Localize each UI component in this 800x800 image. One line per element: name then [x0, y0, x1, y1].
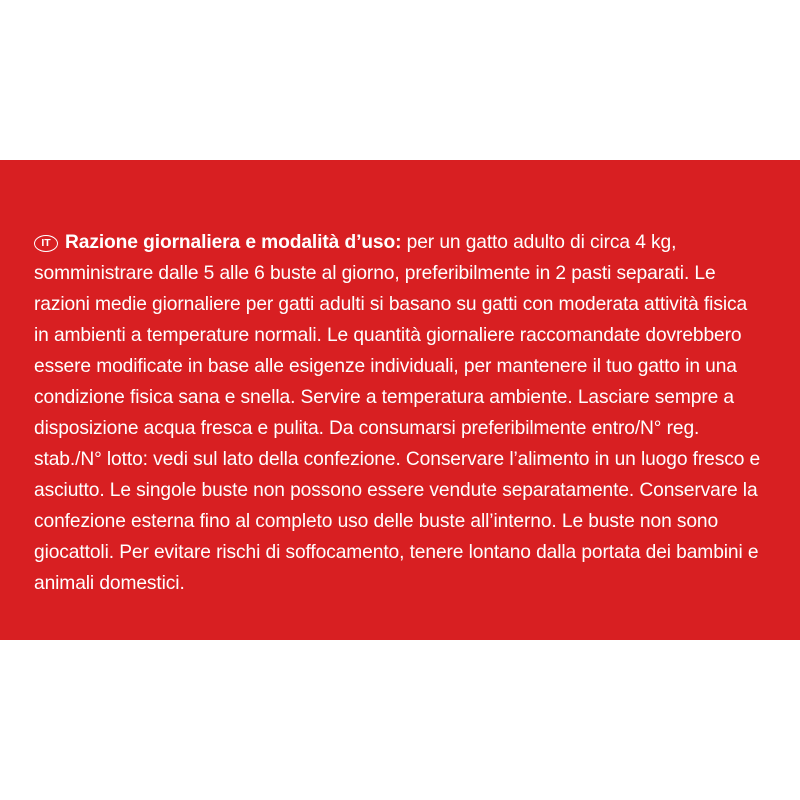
feeding-instructions-headline: Razione giornaliera e modalità d’uso: [65, 232, 402, 254]
feeding-instructions-body: per un gatto adulto di circa 4 kg, somministrare dalle 5 alle 6 buste al giorno, preferibilmente in 2 pasti separati. Le razioni medie giornaliere per gatti adulti si basano su gatti con moderata attività fisica in ambienti a temperature normali. Le quantità giornaliere raccomandate dovrebbero essere modificate in base alle esigenze individuali, per mantenere il tuo gatto in una condizione fisica sana e snella. Servire a temperatura ambiente. Lasciare sempre a disposizione acqua fresca e pulita. Da consumarsi preferibilmente entro/N° reg. stab./N° lotto: vedi sul lato della confezione. Conservare l’alimento in un luogo fresco e asciutto. Le singole buste non possono essere vendute separatamente. Conservare la confezione esterna fino al completo uso delle buste all’interno. Le buste non sono giocattoli. Per evitare rischi di soffocamento, tenere lontano dalla portata dei bambini e animali domestici. [34, 232, 761, 595]
feeding-instructions-paragraph [34, 227, 766, 599]
language-badge-it: IT [34, 235, 58, 252]
product-label-panel [0, 160, 800, 640]
